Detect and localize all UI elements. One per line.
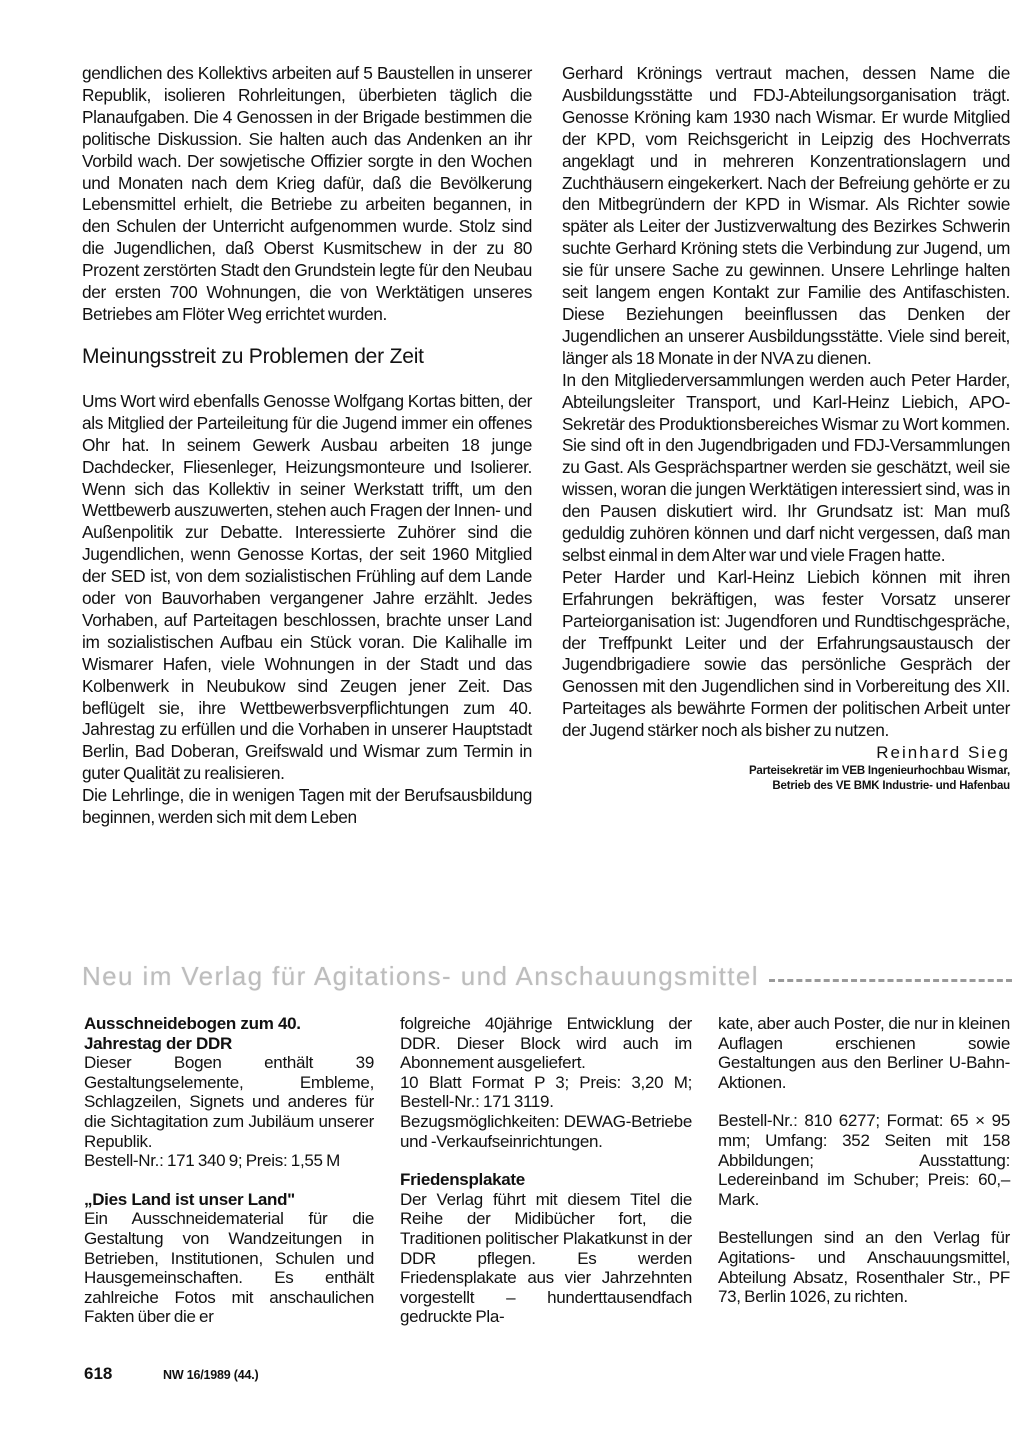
- ordering-address: Bestellungen sind an den Verlag für Agitations- und Anschauungsmittel, Abteilung Absatz, Rosenthaler Str., PF 73, Berlin 1026, zu richten.: [718, 1228, 1010, 1307]
- item-text: Dieser Bogen enthält 39 Gestaltungselemente, Embleme, Schlagzeilen, Signets und anderes für die Sichtagitation zum Jubiläum unserer Republik.: [84, 1053, 374, 1151]
- issue-label: NW 16/1989 (44.): [163, 1368, 259, 1382]
- banner-divider: [769, 979, 1012, 982]
- author-role-line: Parteisekretär im VEB Ingenieurhochbau Wismar,: [748, 765, 1010, 778]
- publisher-banner: [82, 956, 1012, 996]
- banner-title: Neu im Verlag für Agitations- und Anschauungsmittel: [82, 960, 759, 991]
- notes-column-3: [718, 1014, 1010, 1307]
- page-number: 618: [84, 1364, 113, 1383]
- item-order-info: Bestell-Nr.: 810 6277; Format: 65 × 95 mm; Umfang: 352 Seiten mit 158 Abbildungen; Ausstattung: Ledereinband im Schuber; Preis: 60,– Mark.: [718, 1111, 1010, 1209]
- item-text: folgreiche 40jährige Entwicklung der DDR. Dieser Block wird auch im Abonnement ausgeliefert.: [400, 1014, 692, 1073]
- article-paragraph: Peter Harder und Karl-Heinz Liebich können mit ihren Erfahrungen bekräftigen, was fester Vorsatz unserer Parteiorganisation ist: Jugendforen und Rundtischgespräche, der Treffpunkt Leiter und der Erfahrungsaustausch der Jugendbrigadiere sowie das persönliche Gespräch der Genossen mit den Jugendlichen sind in Vorbereitung des XII. Parteitages als bewährte Formen der politischen Arbeit unter der Jugend stärker noch als bisher zu nutzen.: [562, 566, 1010, 741]
- item-order-info: 10 Blatt Format P 3; Preis: 3,20 M; Bestell-Nr.: 171 3119.: [400, 1072, 692, 1112]
- article-paragraph: Ums Wort wird ebenfalls Genosse Wolfgang Kortas bitten, der als Mitglied der Parteileitung für die Jugend immer ein offenes Ohr hat. In seinem Gewerk Ausbau arbeiten 18 junge Dachdecker, Fliesenleger, Heizungsmonteure und Isolierer. Wenn sich das Kollektiv in seiner Werkstatt trifft, um den Wettbewerb auszuwerten, stehen auch Fragen der Innen- und Außenpolitik zur Debatte. Interessierte Zuhörer sind die Jugendlichen, wenn Genosse Kortas, der seit 1960 Mitglied der SED ist, von dem sozialistischen Frühling auf dem Lande oder von Bauvorhaben vergangener Jahre erzählt. Jedes Vorhaben, auf Parteitagen beschlossen, brachte unser Land im sozialistischen Aufbau ein Stück voran. Die Kalihalle im Wismarer Hafen, viele Wohnungen in der Stadt und das Kolbenwerk in Neubukow sind Zeugen jener Zeit. Das beflügelt sie, ihre Wettbewerbsverpflichtungen zum 40. Jahrestag zu erfüllen und die Vorhaben in unserer Hauptstadt Berlin, Bad Doberan, Greifswald und Wismar zum Termin in guter Qualität zu realisieren.: [82, 390, 532, 784]
- item-heading: „Dies Land ist unser Land": [84, 1189, 295, 1209]
- article-paragraph: gendlichen des Kollektivs arbeiten auf 5 Baustellen in unserer Republik, isolieren Rohrleitungen, überbieten täglich die Planaufgaben. Die 4 Genossen in der Brigade bestimmen die politische Diskussion. Sie halten auch das Andenken an ihr Vorbild wach. Der sowjetische Offizier sorgte in den Wochen und Monaten nach dem Krieg dafür, daß die Bevölkerung Lebensmittel erhielt, die Betriebe zu arbeiten begannen, in den Schulen der Unterricht aufgenommen wurde. Stolz sind die Jugendlichen, daß Oberst Kusmitschew in der zu 80 Prozent zerstörten Stadt den Grundstein legte für den Neubau der ersten 700 Wohnungen, die von Werktätigen unseres Betriebes am Flöter Weg errichtet wurden.: [82, 63, 532, 324]
- article-paragraph: Gerhard Krönings vertraut machen, dessen Name die Ausbildungsstätte und FDJ-Abteilungsorganisation trägt. Genosse Kröning kam 1930 nach Wismar. Er wurde Mitglied der KPD, vom Reichsgericht in Leipzig des Hochverrats angeklagt und in mehreren Konzentrationslagern und Zuchthäusern eingekerkert. Nach der Befreiung gehörte er zu den Mitbegründern der KPD in Wismar. Als Richter sowie später als Leiter der Justizverwaltung des Bezirkes Schwerin suchte Gerhard Kröning stets die Verbindung zur Jugend, um sie für unsere Sache zu gewinnen. Unsere Lehrlinge halten seit langem engen Kontakt zur Familie des Antifaschisten. Diese Beziehungen beeinflussen das Denken der Jugendlichen an unserer Ausbildungsstätte. Viele sind bereit, länger als 18 Monate in der NVA zu dienen.: [562, 63, 1010, 368]
- author-role-line: Betrieb des VE BMK Industrie- und Hafenbau: [772, 779, 1010, 792]
- item-heading: Friedensplakate: [400, 1170, 525, 1190]
- item-text: kate, aber auch Poster, die nur in kleinen Auflagen erschienen sowie Gestaltungen aus den Berliner U-Bahn-Aktionen.: [718, 1014, 1010, 1092]
- notes-column-2: [400, 1014, 692, 1327]
- item-text: Der Verlag führt mit diesem Titel die Reihe der Midibücher fort, die Traditionen politischer Plakatkunst in der DDR pflegen. Es werden Friedensplakate aus vier Jahrzehnten vorgestellt – hunderttausendfach gedruckte Pla-: [400, 1189, 692, 1327]
- item-order-info: Bestell-Nr.: 171 340 9; Preis: 1,55 M: [84, 1151, 340, 1171]
- article-right-column: [562, 63, 1010, 793]
- item-sources: Bezugsmöglichkeiten: DEWAG-Betriebe und -Verkaufseinrichtungen.: [400, 1111, 692, 1151]
- article-left-column: [82, 63, 532, 829]
- notes-column-1: [84, 1014, 374, 1327]
- item-text: Ein Ausschneidematerial für die Gestaltung von Wandzeitungen in Betrieben, Institutionen, Schulen und Hausgemeinschaften. Es enthält zahlreiche Fotos mit anschaulichen Fakten über die er: [84, 1209, 374, 1327]
- item-heading: Ausschneidebogen zum 40. Jahrestag der DDR: [84, 1014, 301, 1053]
- article-paragraph: In den Mitgliederversammlungen werden auch Peter Harder, Abteilungsleiter Transport, und Karl-Heinz Liebich, APO-Sekretär des Produktionsbereiches Wismar zu Wort kommen. Sie sind oft in den Jugendbrigaden und FDJ-Versammlungen zu Gast. Als Gesprächspartner werden sie geschätzt, weil sie wissen, woran die jungen Werktätigen interessiert sind, was in den Pausen diskutiert wird. Ihr Grundsatz ist: Man muß geduldig zuhören können und darf nicht vergessen, daß man selbst einmal in dem Alter war und viele Fragen hatte.: [562, 369, 1010, 565]
- article-paragraph: Die Lehrlinge, die in wenigen Tagen mit der Berufsausbildung beginnen, werden sich mit dem Leben: [82, 785, 532, 828]
- author-name: Reinhard Sieg: [876, 743, 1010, 763]
- section-heading: Meinungsstreit zu Problemen der Zeit: [82, 344, 424, 368]
